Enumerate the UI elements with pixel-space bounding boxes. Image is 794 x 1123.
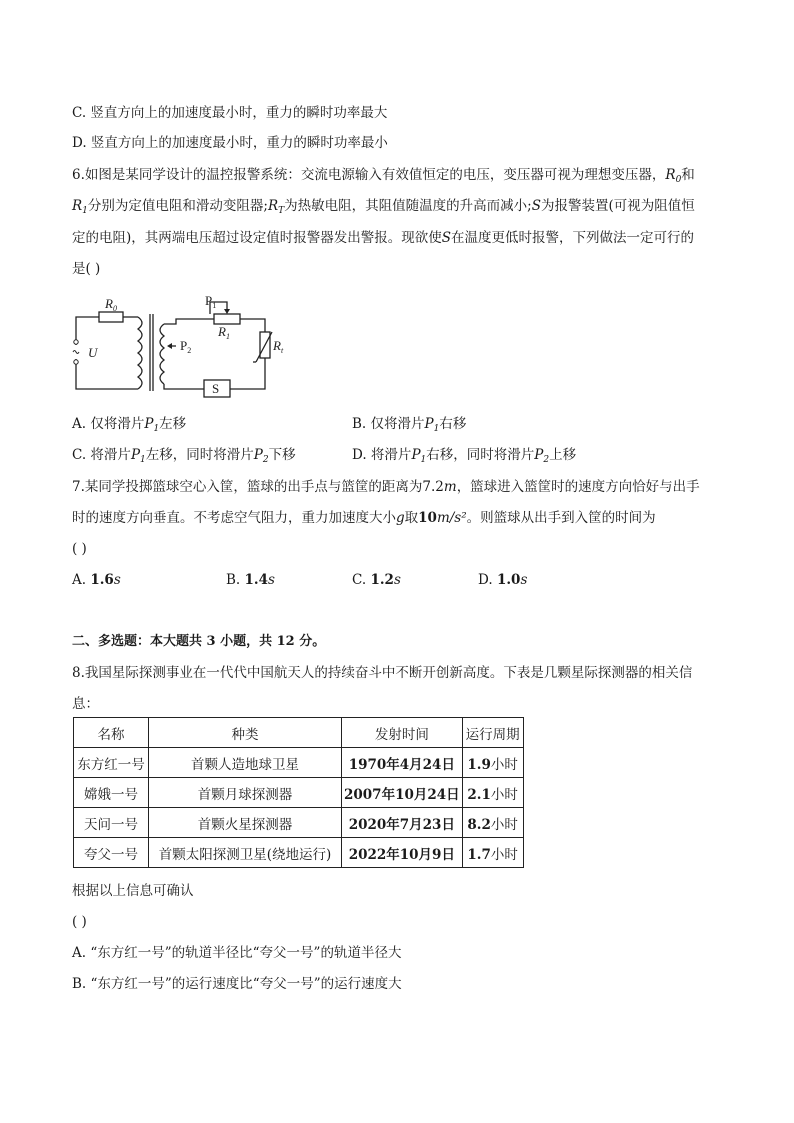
table-cell: 8.2小时 bbox=[462, 808, 523, 838]
label-r1: $R_1$ bbox=[218, 324, 230, 341]
table-cell: 首颗月球探测器 bbox=[149, 778, 342, 808]
table-cell: 2.1小时 bbox=[462, 778, 523, 808]
table-row bbox=[74, 808, 524, 838]
q8-bracket: ( ) bbox=[72, 914, 87, 930]
q6-stem-line2: $R_1$分别为定值电阻和滑动变阻器$;R_T$为热敏电阻，其阻值随温度的升高而减小;S为报警装置(可视为阻值恒 bbox=[72, 198, 695, 216]
primary-wire bbox=[76, 317, 138, 389]
table-cell: 嫦娥一号 bbox=[74, 778, 149, 808]
source-terminal-bottom bbox=[74, 360, 78, 364]
primary-coil bbox=[138, 317, 142, 389]
table-row bbox=[74, 838, 524, 868]
circuit-diagram bbox=[72, 292, 282, 402]
q7-stem-line3: ( ) bbox=[72, 541, 87, 557]
q8-option-b: B. “东方红一号”的运行速度比“夸父一号”的运行速度大 bbox=[72, 976, 402, 992]
rheostat-r1 bbox=[214, 314, 240, 324]
label-r0: $R_0$ bbox=[105, 296, 117, 313]
table-header: 发射时间 bbox=[342, 718, 463, 748]
q8-stem-line2: 息： bbox=[72, 696, 99, 712]
q7-option-b: B. 1.4s bbox=[226, 572, 275, 588]
table-cell: 1.7小时 bbox=[462, 838, 523, 868]
label-p1: $P_1$ bbox=[205, 293, 217, 310]
q7-stem-line1: 7.某同学投掷篮球空心入筐，篮球的出手点与篮筐的距离为7.2m，篮球进入篮筐时的速度方向恰好与出手 bbox=[72, 479, 700, 495]
table-cell: 首颗火星探测器 bbox=[149, 808, 342, 838]
q7-option-d: D. 1.0s bbox=[478, 572, 528, 588]
table-header: 运行周期 bbox=[462, 718, 523, 748]
q6-option-c: C. 将滑片$P_1$左移，同时将滑片$P_2$下移 bbox=[72, 447, 296, 465]
label-rt: $R_t$ bbox=[273, 338, 284, 355]
q7-option-a: A. 1.6s bbox=[72, 572, 121, 588]
q8-after-table: 根据以上信息可确认 bbox=[72, 883, 194, 899]
q8-stem-line1: 8.我国星际探测事业在一代代中国航天人的持续奋斗中不断开创新高度。下表是几颗星际探测器的相关信 bbox=[72, 665, 693, 681]
q7-stem-line2: 时的速度方向垂直。不考虑空气阻力，重力加速度大小g取10m/s²。则篮球从出手到入筐的时间为 bbox=[72, 510, 656, 526]
q6-option-a: A. 仅将滑片$P_1$左移 bbox=[72, 416, 187, 434]
q6-stem-line4: 是( ) bbox=[72, 261, 101, 277]
table-cell: 首颗人造地球卫星 bbox=[149, 748, 342, 778]
secondary-coil bbox=[160, 324, 164, 384]
q6-stem-line3: 定的电阻)，其两端电压超过设定值时报警器发出警报。现欲使S在温度更低时报警，下列做法一定可行的 bbox=[72, 230, 695, 246]
table-row bbox=[74, 748, 524, 778]
table-cell: 东方红一号 bbox=[74, 748, 149, 778]
q5-option-c: C. 竖直方向上的加速度最小时，重力的瞬时功率最大 bbox=[72, 105, 388, 121]
table-cell: 1970年4月24日 bbox=[342, 748, 463, 778]
table-header: 种类 bbox=[149, 718, 342, 748]
q6-option-d: D. 将滑片$P_1$右移，同时将滑片$P_2$上移 bbox=[352, 447, 577, 465]
table-cell: 2007年10月24日 bbox=[342, 778, 463, 808]
p2-arrow bbox=[167, 343, 172, 349]
table-header-row bbox=[74, 718, 524, 748]
p1-arrow bbox=[224, 309, 230, 314]
table-cell: 2022年10月9日 bbox=[342, 838, 463, 868]
q6-stem-line1: 6.如图是某同学设计的温控报警系统：交流电源输入有效值恒定的电压，变压器可视为理想变压器，$R_0$和 bbox=[72, 167, 695, 185]
table-cell: 2020年7月23日 bbox=[342, 808, 463, 838]
label-p2: $P_2$ bbox=[180, 338, 192, 355]
section-heading: 二、多选题：本大题共 3 小题，共 12 分。 bbox=[72, 634, 326, 649]
source-terminal-top bbox=[74, 340, 78, 344]
table-cell: 首颗太阳探测卫星(绕地运行) bbox=[149, 838, 342, 868]
resistor-r0 bbox=[99, 312, 123, 322]
table-row bbox=[74, 778, 524, 808]
table-cell: 天问一号 bbox=[74, 808, 149, 838]
table-cell: 1.9小时 bbox=[462, 748, 523, 778]
probe-table bbox=[73, 717, 524, 868]
q5-option-d: D. 竖直方向上的加速度最小时，重力的瞬时功率最小 bbox=[72, 135, 388, 151]
q7-option-c: C. 1.2s bbox=[352, 572, 401, 588]
label-s: S bbox=[212, 381, 220, 396]
q8-option-a: A. “东方红一号”的轨道半径比“夸父一号”的轨道半径大 bbox=[72, 945, 402, 961]
q6-option-b: B. 仅将滑片$P_1$右移 bbox=[352, 416, 467, 434]
label-u: U bbox=[88, 345, 98, 360]
table-cell: 夸父一号 bbox=[74, 838, 149, 868]
table-header: 名称 bbox=[74, 718, 149, 748]
